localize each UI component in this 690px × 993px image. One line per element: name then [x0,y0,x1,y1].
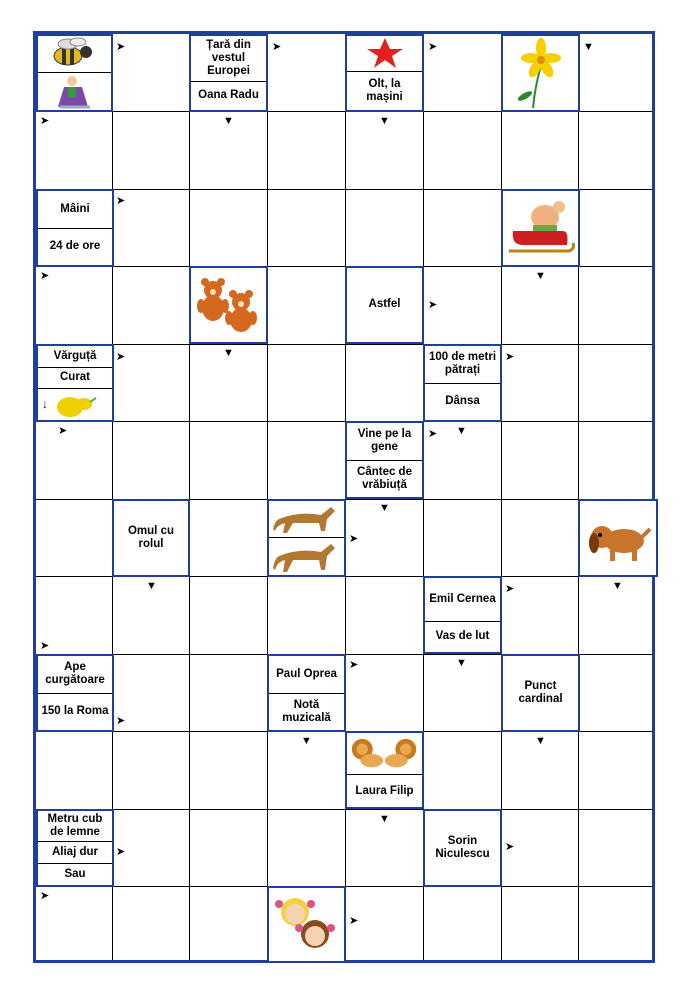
horses-icon [269,538,344,576]
pear-icon [48,392,98,418]
flower-icon [503,36,578,110]
clue-cell [189,34,268,112]
horse-cell [269,537,344,576]
clue-picture-cell [267,886,346,963]
clue-text: Vas de lut [425,621,500,652]
arrow-right-icon: ➤ [58,425,68,437]
grid-line [267,34,268,960]
clue-text: 100 de metri pătrați [428,351,497,377]
clue-text: Vărguță [53,349,97,362]
arrow-down-icon: ▼ [535,270,546,282]
pear-cell [38,388,112,420]
arrow-right-icon: ➤ [116,715,126,727]
clue-text: Cântec de vrăbiuță [347,460,422,498]
clue-cell [423,344,502,422]
arrow-down-icon: ▼ [223,115,234,127]
arrow-right-icon: ➤ [505,351,515,363]
clue-text: Emil Cernea [429,592,496,605]
clue-text: Curat [38,367,112,389]
arrow-down-icon: ▼ [612,580,623,592]
crossword-grid [33,31,655,963]
clue-cell [267,654,346,732]
lions-cell [347,733,422,774]
clue-cell [112,499,190,577]
teddy-bears-icon [191,268,266,342]
clue-text: Sau [38,863,112,885]
clue-text: Țară din vestul Europei [206,38,251,78]
clue-picture-cell [501,189,580,267]
clue-cell [36,344,114,422]
clue-text: Laura Filip [347,774,422,807]
dog-icon [580,501,656,575]
clue-text: Metru cub de lemne [47,812,103,838]
clue-text: Punct cardinal [518,679,563,705]
fairy-cell [38,72,111,111]
fairy-icon [38,73,111,111]
clue-picture-cell [267,499,346,577]
arrow-down-icon: ▼ [223,347,234,359]
arrow-right-icon: ➤ [349,533,359,545]
clue-picture-cell [578,499,658,577]
clue-cell [501,654,580,732]
arrow-right-icon: ➤ [116,351,126,363]
arrow-right-icon: ➤ [116,195,126,207]
clue-text: Paul Oprea [276,667,337,680]
lions-icon [349,735,420,773]
clue-cell [423,576,502,654]
clue-text: Oana Radu [191,81,266,110]
clue-cell [345,34,424,112]
clue-text: Ape curgătoare [45,661,105,687]
clue-picture-cell [501,34,580,112]
star-cell [347,36,422,71]
arrow-right-icon: ➤ [349,915,359,927]
clue-picture-cell [189,266,268,344]
clue-text: Vine pe la gene [357,428,412,454]
clue-cell [345,266,424,344]
grid-line [36,344,652,345]
arrow-down-icon: ▼ [301,735,312,747]
bee-icon [38,36,111,72]
girls-icon [269,888,344,961]
arrow-right-icon: ➤ [349,659,359,671]
clue-cell [345,731,424,809]
arrow-down-icon: ▼ [583,41,594,53]
arrow-right-icon: ➤ [40,890,50,902]
horses-icon [269,501,344,537]
clue-text: Aliaj dur [38,841,112,863]
arrow-right-icon: ➤ [428,299,438,311]
arrow-right-icon: ➤ [428,428,438,440]
clue-picture-cell [36,34,113,112]
arrow-down-long-icon: ↓ [42,396,48,411]
arrow-right-icon: ➤ [428,41,438,53]
arrow-down-icon: ▼ [379,813,390,825]
clue-cell [36,654,114,732]
arrow-right-icon: ➤ [40,115,50,127]
grid-line [578,34,579,960]
clue-cell [36,809,114,887]
clue-text: Omul cu rolul [127,524,174,550]
arrow-right-icon: ➤ [505,583,515,595]
arrow-right-icon: ➤ [40,270,50,282]
clue-text: 24 de ore [38,228,112,266]
sleigh-icon [503,191,578,265]
grid-line [36,421,652,422]
clue-text: Astfel [368,298,401,311]
clue-text: Dânsa [425,383,500,421]
clue-cell [423,809,502,887]
clue-text: Notă muzicală [269,693,344,731]
clue-text: 150 la Roma [38,693,112,731]
clue-text: Olt, la mașini [347,71,422,110]
arrow-right-icon: ➤ [40,640,50,652]
clue-cell [36,189,114,267]
arrow-right-icon: ➤ [116,41,126,53]
arrow-down-icon: ▼ [146,580,157,592]
arrow-right-icon: ➤ [272,41,282,53]
arrow-down-icon: ▼ [535,735,546,747]
arrow-down-icon: ▼ [456,657,467,669]
star-icon [365,38,405,68]
arrow-right-icon: ➤ [116,846,126,858]
clue-cell [345,421,424,499]
arrow-down-icon: ▼ [379,502,390,514]
arrow-down-icon: ▼ [379,115,390,127]
arrow-down-icon: ▼ [456,425,467,437]
clue-text: Mâini [60,202,90,215]
grid-line [36,809,652,810]
arrow-right-icon: ➤ [505,841,515,853]
clue-text: Sorin Niculescu [435,834,490,860]
grid-line [189,34,190,960]
